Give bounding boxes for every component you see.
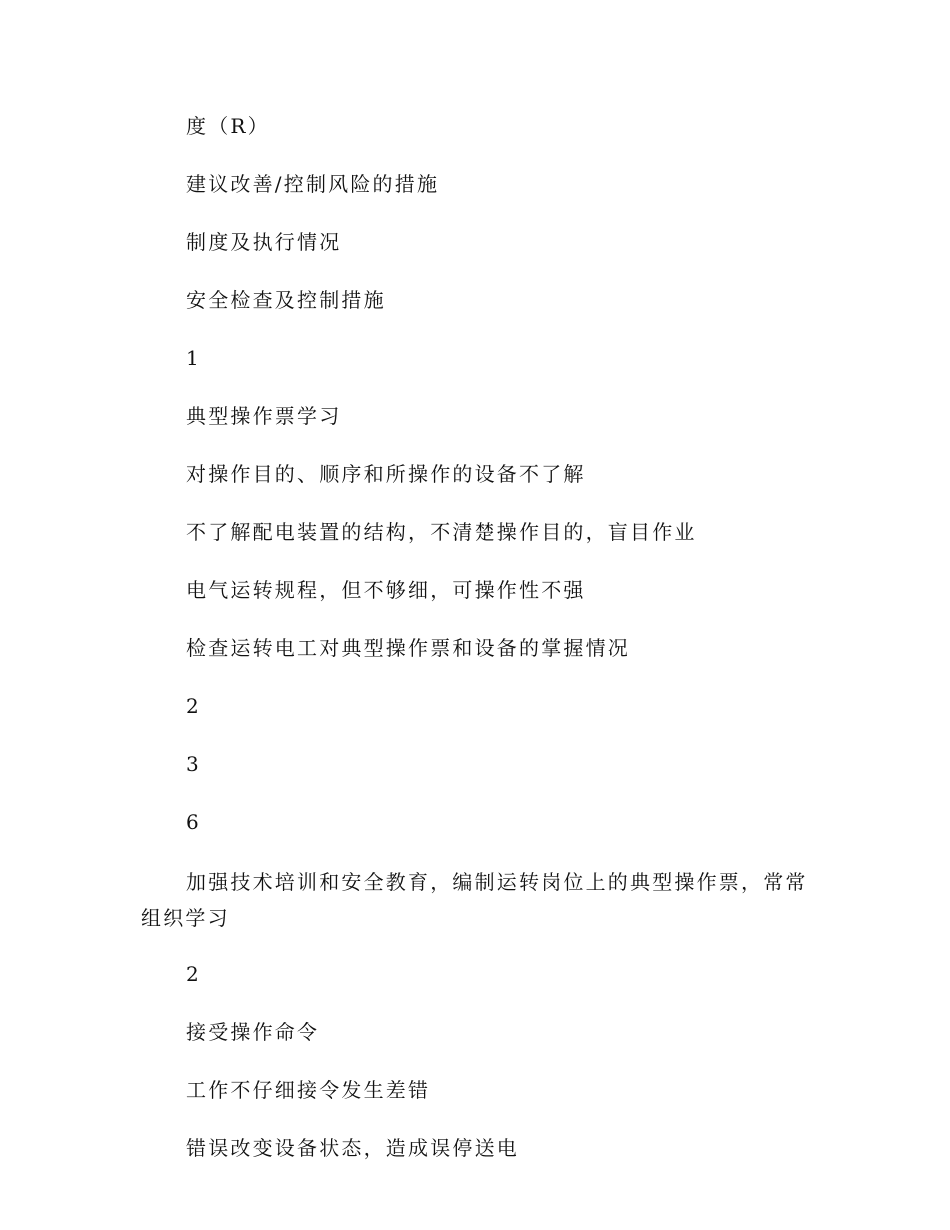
paragraph-number: 3 [186,752,201,776]
paragraph-receive-command: 接受操作命令 [186,1020,320,1044]
paragraph-number: 1 [186,346,201,370]
paragraph-safety-check: 安全检查及控制措施 [186,288,386,312]
paragraph-improvement-measures: 建议改善/控制风险的措施 [186,172,440,196]
paragraph-risk-degree: 度（R） [186,114,270,138]
paragraph-check-mastery: 检查运转电工对典型操作票和设备的掌握情况 [186,636,630,660]
paragraph-system-execution: 制度及执行情况 [186,230,342,254]
paragraph-training-measures: 加强技术培训和安全教育，编制运转岗位上的典型操作票，常常组织学习 [141,870,808,930]
paragraph-blind-operation: 不了解配电装置的结构，不清楚操作目的，盲目作业 [186,520,697,544]
paragraph-number: 6 [186,810,201,834]
paragraph-command-error: 工作不仔细接令发生差错 [186,1078,431,1102]
paragraph-typical-ticket: 典型操作票学习 [186,404,342,428]
paragraph-wrong-state: 错误改变设备状态，造成误停送电 [186,1136,519,1160]
paragraph-operating-rules: 电气运转规程，但不够细，可操作性不强 [186,578,586,602]
document-body [141,110,811,1190]
paragraph-number: 2 [186,694,201,718]
paragraph-number: 2 [186,962,201,986]
paragraph-unaware-equipment: 对操作目的、顺序和所操作的设备不了解 [186,462,586,486]
